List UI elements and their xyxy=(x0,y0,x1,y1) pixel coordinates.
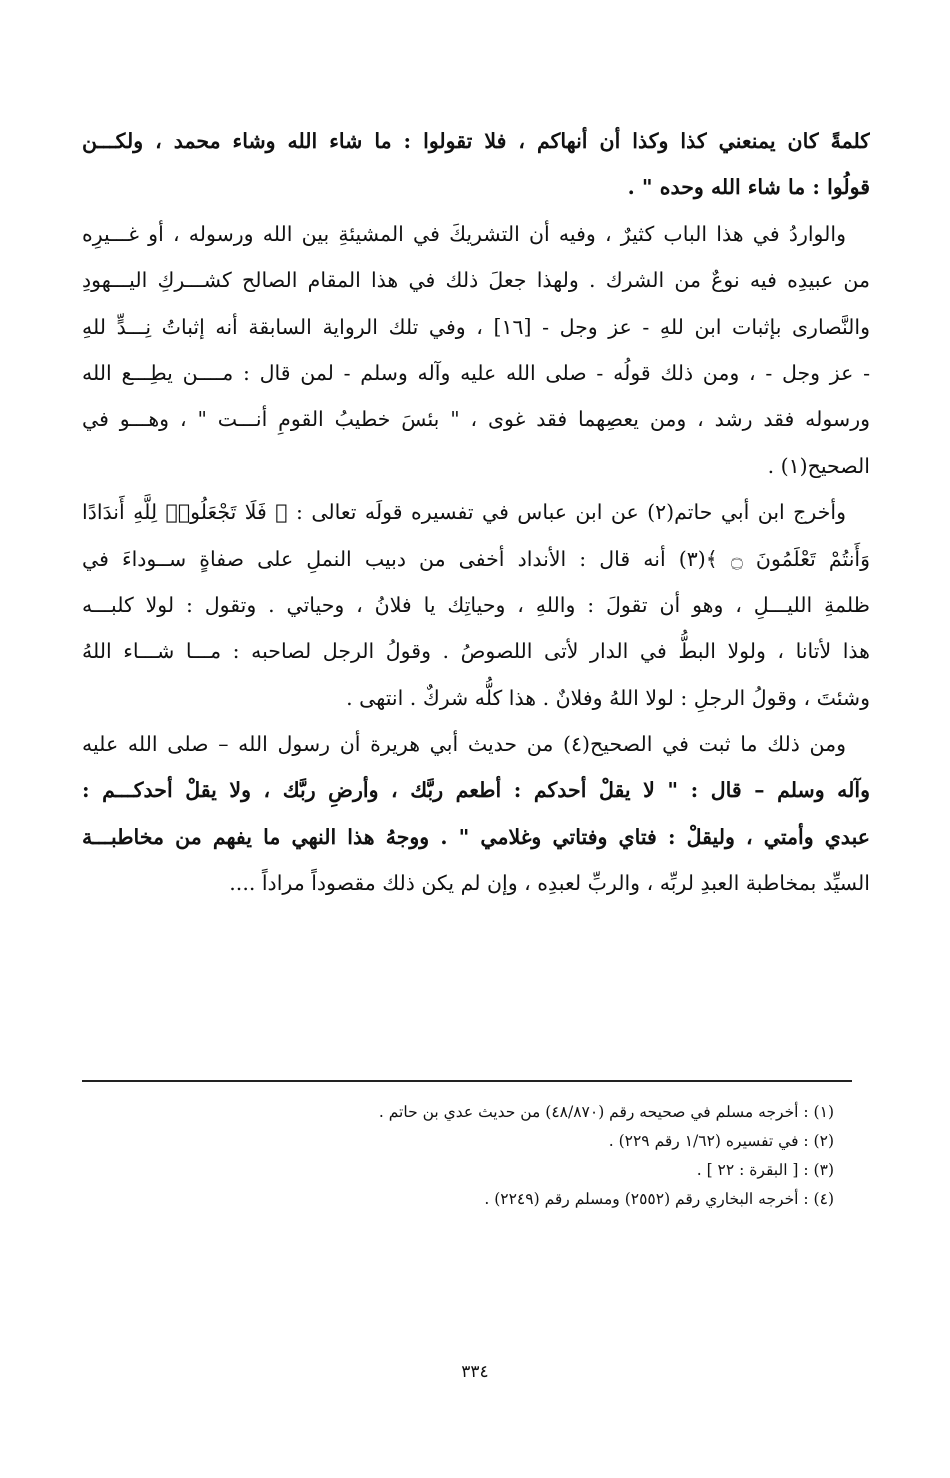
text-line: وأخرج ابن أبي حاتم(٢) عن ابن عباس في تفسيره قولَه تعالى : ﴿ فَلَا تَجْعَلُوا۟ لِلَّهِ أَندَادًا xyxy=(82,500,846,525)
page-number: ٣٣٤ xyxy=(461,1362,489,1382)
text-line: هذا لأتانا ، ولولا البطُّ في الدار لأتى اللصوصُ . وقولُ الرجل لصاحبه : مـــا شـــاء اللهُ xyxy=(82,639,870,664)
text-line: ومن ذلك ما ثبت في الصحيح(٤) من حديث أبي هريرة أن رسول الله – صلى الله عليه xyxy=(82,732,846,757)
footnote-3: (٣) : [ البقرة : ٢٢ ] . xyxy=(696,1161,834,1179)
text-line: قولُوا : ما شاء الله وحده " . xyxy=(627,175,870,200)
text-line: والنَّصارى بإثبات ابن للهِ - عز وجل - [١٦] ، وفي تلك الرواية السابقة أنه إثباتُ نِـــدٍّ للهِ xyxy=(82,314,870,339)
text-line: ظلمةِ الليـــلِ ، وهو أن تقولَ : واللهِ ، وحياتِك يا فلانُ ، وحياتي . وتقول : لولا كلبـــه xyxy=(82,592,870,617)
text-line: الصحيح(١) . xyxy=(767,453,870,478)
paragraph-4 xyxy=(82,721,870,907)
text-line: وآله وسلم – قال : " لا يقلْ أحدكم : أطعم ربَّك ، وأرضِ ربَّك ، ولا يقلْ أحدكـــم : xyxy=(82,778,870,803)
paragraph-3 xyxy=(82,489,870,721)
paragraph-2 xyxy=(82,211,870,489)
text-line: وَأَنتُمْ تَعْلَمُونَ ۝ ﴾(٣) أنه قال : الأنداد أخفى من دبيب النملِ على صفاةٍ ســوداءَ في xyxy=(82,546,870,571)
footnote-1: (١) : أخرجه مسلم في صحيحه رقم (٤٨/٨٧٠) من حديث عدي بن حاتم . xyxy=(378,1103,834,1121)
text-line: عبدي وأمتي ، وليقلْ : فتاي وفتاتي وغلامي " . ووجهُ هذا النهي ما يفهم من مخاطبـــة xyxy=(82,824,870,849)
footnotes xyxy=(82,1080,852,1214)
text-line: - عز وجل - ، ومن ذلك قولُه - صلى الله عليه وآله وسلم - لمن قال : مــــن يطِـــع الله xyxy=(82,360,870,385)
footnote-2: (٢) : في تفسيره (١/٦٢ رقم ٢٢٩) . xyxy=(608,1132,834,1150)
footnote-4: (٤) : أخرجه البخاري رقم (٢٥٥٢) ومسلم رقم (٢٢٤٩) . xyxy=(484,1190,834,1208)
text-line: كلمةً كان يمنعني كذا وكذا أن أنهاكم ، فلا تقولوا : ما شاء الله وشاء محمد ، ولكـــن xyxy=(82,129,870,153)
text-line: السيِّد بمخاطبة العبدِ لربِّه ، والربِّ لعبدِه ، وإن لم يكن ذلك مقصوداً مراداً .... xyxy=(229,871,870,896)
text-line: من عبيدِه فيه نوعٌ من الشرك . ولهذا جعلَ ذلك في هذا المقام الصالح كشـــركِ اليـــهودِ xyxy=(82,268,870,293)
text-line: ورسوله فقد رشد ، ومن يعصِهما فقد غوى ، " بئسَ خطيبُ القومِ أنـــت " ، وهـــو في xyxy=(82,407,870,432)
paragraph-1 xyxy=(82,118,870,211)
main-text xyxy=(82,118,870,907)
text-line: وشئتَ ، وقولُ الرجلِ : لولا اللهُ وفلانٌ . هذا كلُّه شركٌ . انتهى . xyxy=(346,685,870,710)
text-line: والواردُ في هذا الباب كثيرٌ ، وفيه أن التشريكَ في المشيئةِ بين الله ورسوله ، أو غـــيرِه xyxy=(82,221,846,246)
